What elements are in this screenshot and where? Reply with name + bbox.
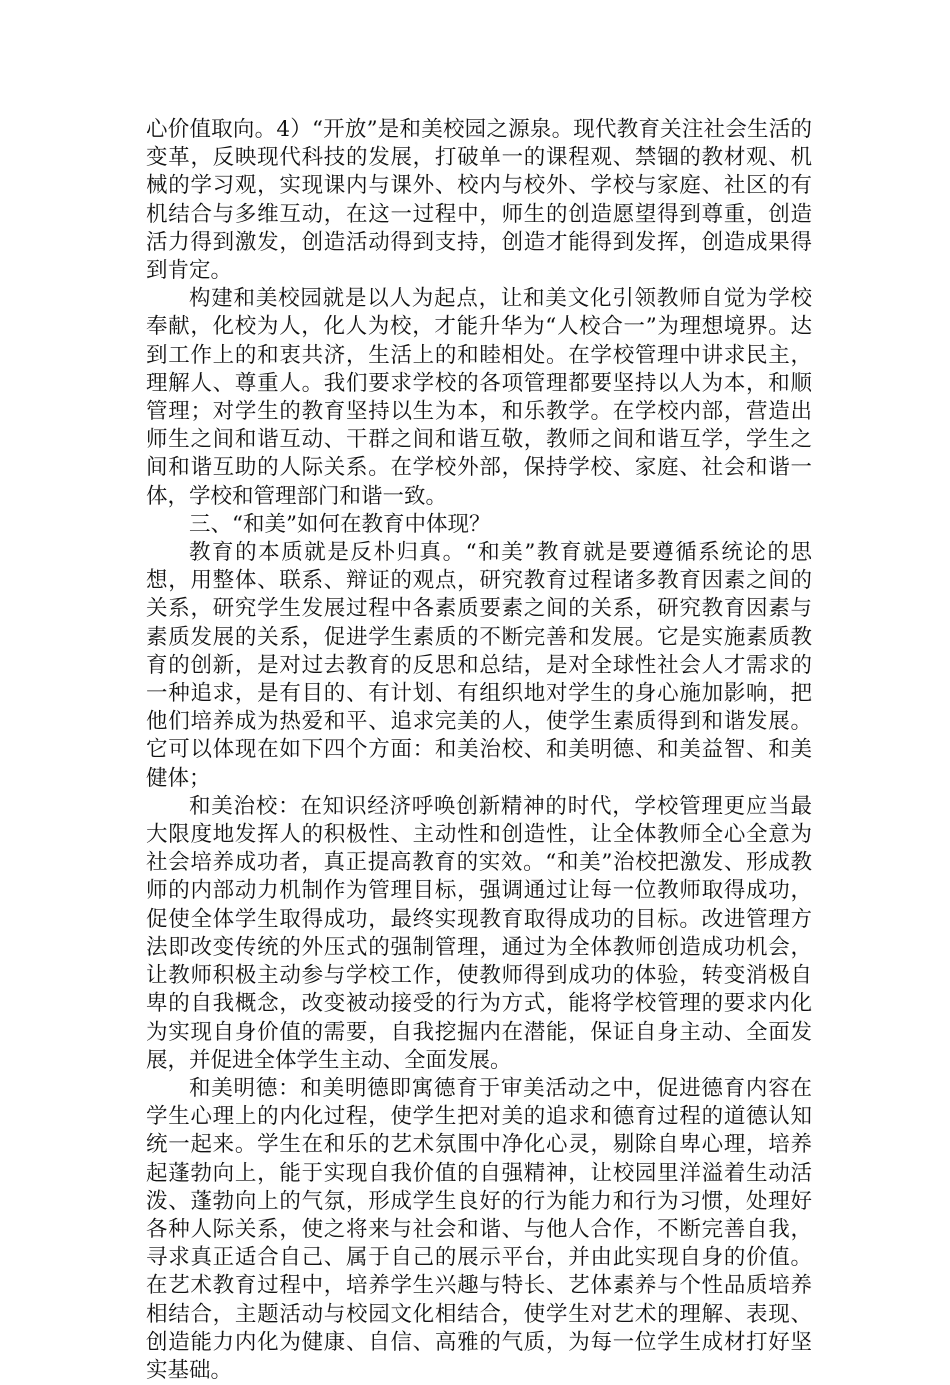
paragraph-building-campus: 构建和美校园就是以人为起点，让和美文化引领教师自觉为学校奉献，化校为人，化人为校，才能升华为“人校合一”为理想境界。达到工作上的和衷共济，生活上的和睦相处。在学校管理中讲求民主，理解人、尊重人。我们要求学校的各项管理都要坚持以人为本，和顺管理；对学生的教育坚持以生为本，和乐教学。在学校内部，营造出师生之间和谐互动、干群之间和谐互敬，教师之间和谐互学，学生之间和谐互助的人际关系。在学校外部，保持学校、家庭、社会和谐一体，学校和管理部门和谐一致。 <box>146 286 812 509</box>
paragraph-moral-education: 和美明德：和美明德即寓德育于审美活动之中，促进德育内容在学生心理上的内化过程，使学生把对美的追求和德育过程的道德认知统一起来。学生在和乐的艺术氛围中净化心灵，剔除自卑心理，培养起蓬勃向上，能于实现自我价值的自强精神，让校园里洋溢着生动活泼、蓬勃向上的气氛，形成学生良好的行为能力和行为习惯，处理好各种人际关系，使之将来与社会和谐、与他人合作，不断完善自我，寻求真正适合自己、属于自己的展示平台，并由此实现自身的价值。在艺术教育过程中，培养学生兴趣与特长、艺体素养与个性品质培养相结合，主题活动与校园文化相结合，使学生对艺术的理解、表现、创造能力内化为健康、自信、高雅的气质，为每一位学生成材打好坚实基础。 <box>146 1075 812 1383</box>
section-heading-3: 三、“和美”如何在教育中体现？ <box>189 511 491 537</box>
document-body <box>146 116 812 1385</box>
paragraph-school-governance: 和美治校：在知识经济呼唤创新精神的时代，学校管理更应当最大限度地发挥人的积极性、主动性和创造性，让全体教师全心全意为社会培养成功者，真正提高教育的实效。“和美”治校把激发、形成教师的内部动力机制作为管理目标，强调通过让每一位教师取得成功，促使全体学生取得成功，最终实现教育取得成功的目标。改进管理方法即改变传统的外压式的强制管理，通过为全体教师创造成功机会，让教师积极主动参与学校工作，使教师得到成功的体验，转变消极自卑的自我概念，改变被动接受的行为方式，能将学校管理的要求内化为实现自身价值的需要，自我挖掘内在潜能，保证自身主动、全面发展，并促进全体学生主动、全面发展。 <box>146 793 812 1073</box>
paragraph-open-campus: 心价值取向。4）“开放”是和美校园之源泉。现代教育关注社会生活的变革，反映现代科技的发展，打破单一的课程观、禁锢的教材观、机械的学习观，实现课内与课外、校内与校外、学校与家庭、社区的有机结合与多维互动，在这一过程中，师生的创造愿望得到尊重，创造活力得到激发，创造活动得到支持，创造才能得到发挥，创造成果得到肯定。 <box>146 117 812 284</box>
paragraph-education-essence: 教育的本质就是反朴归真。“和美”教育就是要遵循系统论的思想，用整体、联系、辩证的观点，研究教育过程诸多教育因素之间的关系，研究学生发展过程中各素质要素之间的关系，研究教育因素与素质发展的关系，促进学生素质的不断完善和发展。它是实施素质教育的创新，是对过去教育的反思和总结，是对全球性社会人才需求的一种追求，是有目的、有计划、有组织地对学生的身心施加影响，把他们培养成为热爱和平、追求完美的人，使学生素质得到和谐发展。它可以体现在如下四个方面：和美治校、和美明德、和美益智、和美健体； <box>146 540 812 791</box>
